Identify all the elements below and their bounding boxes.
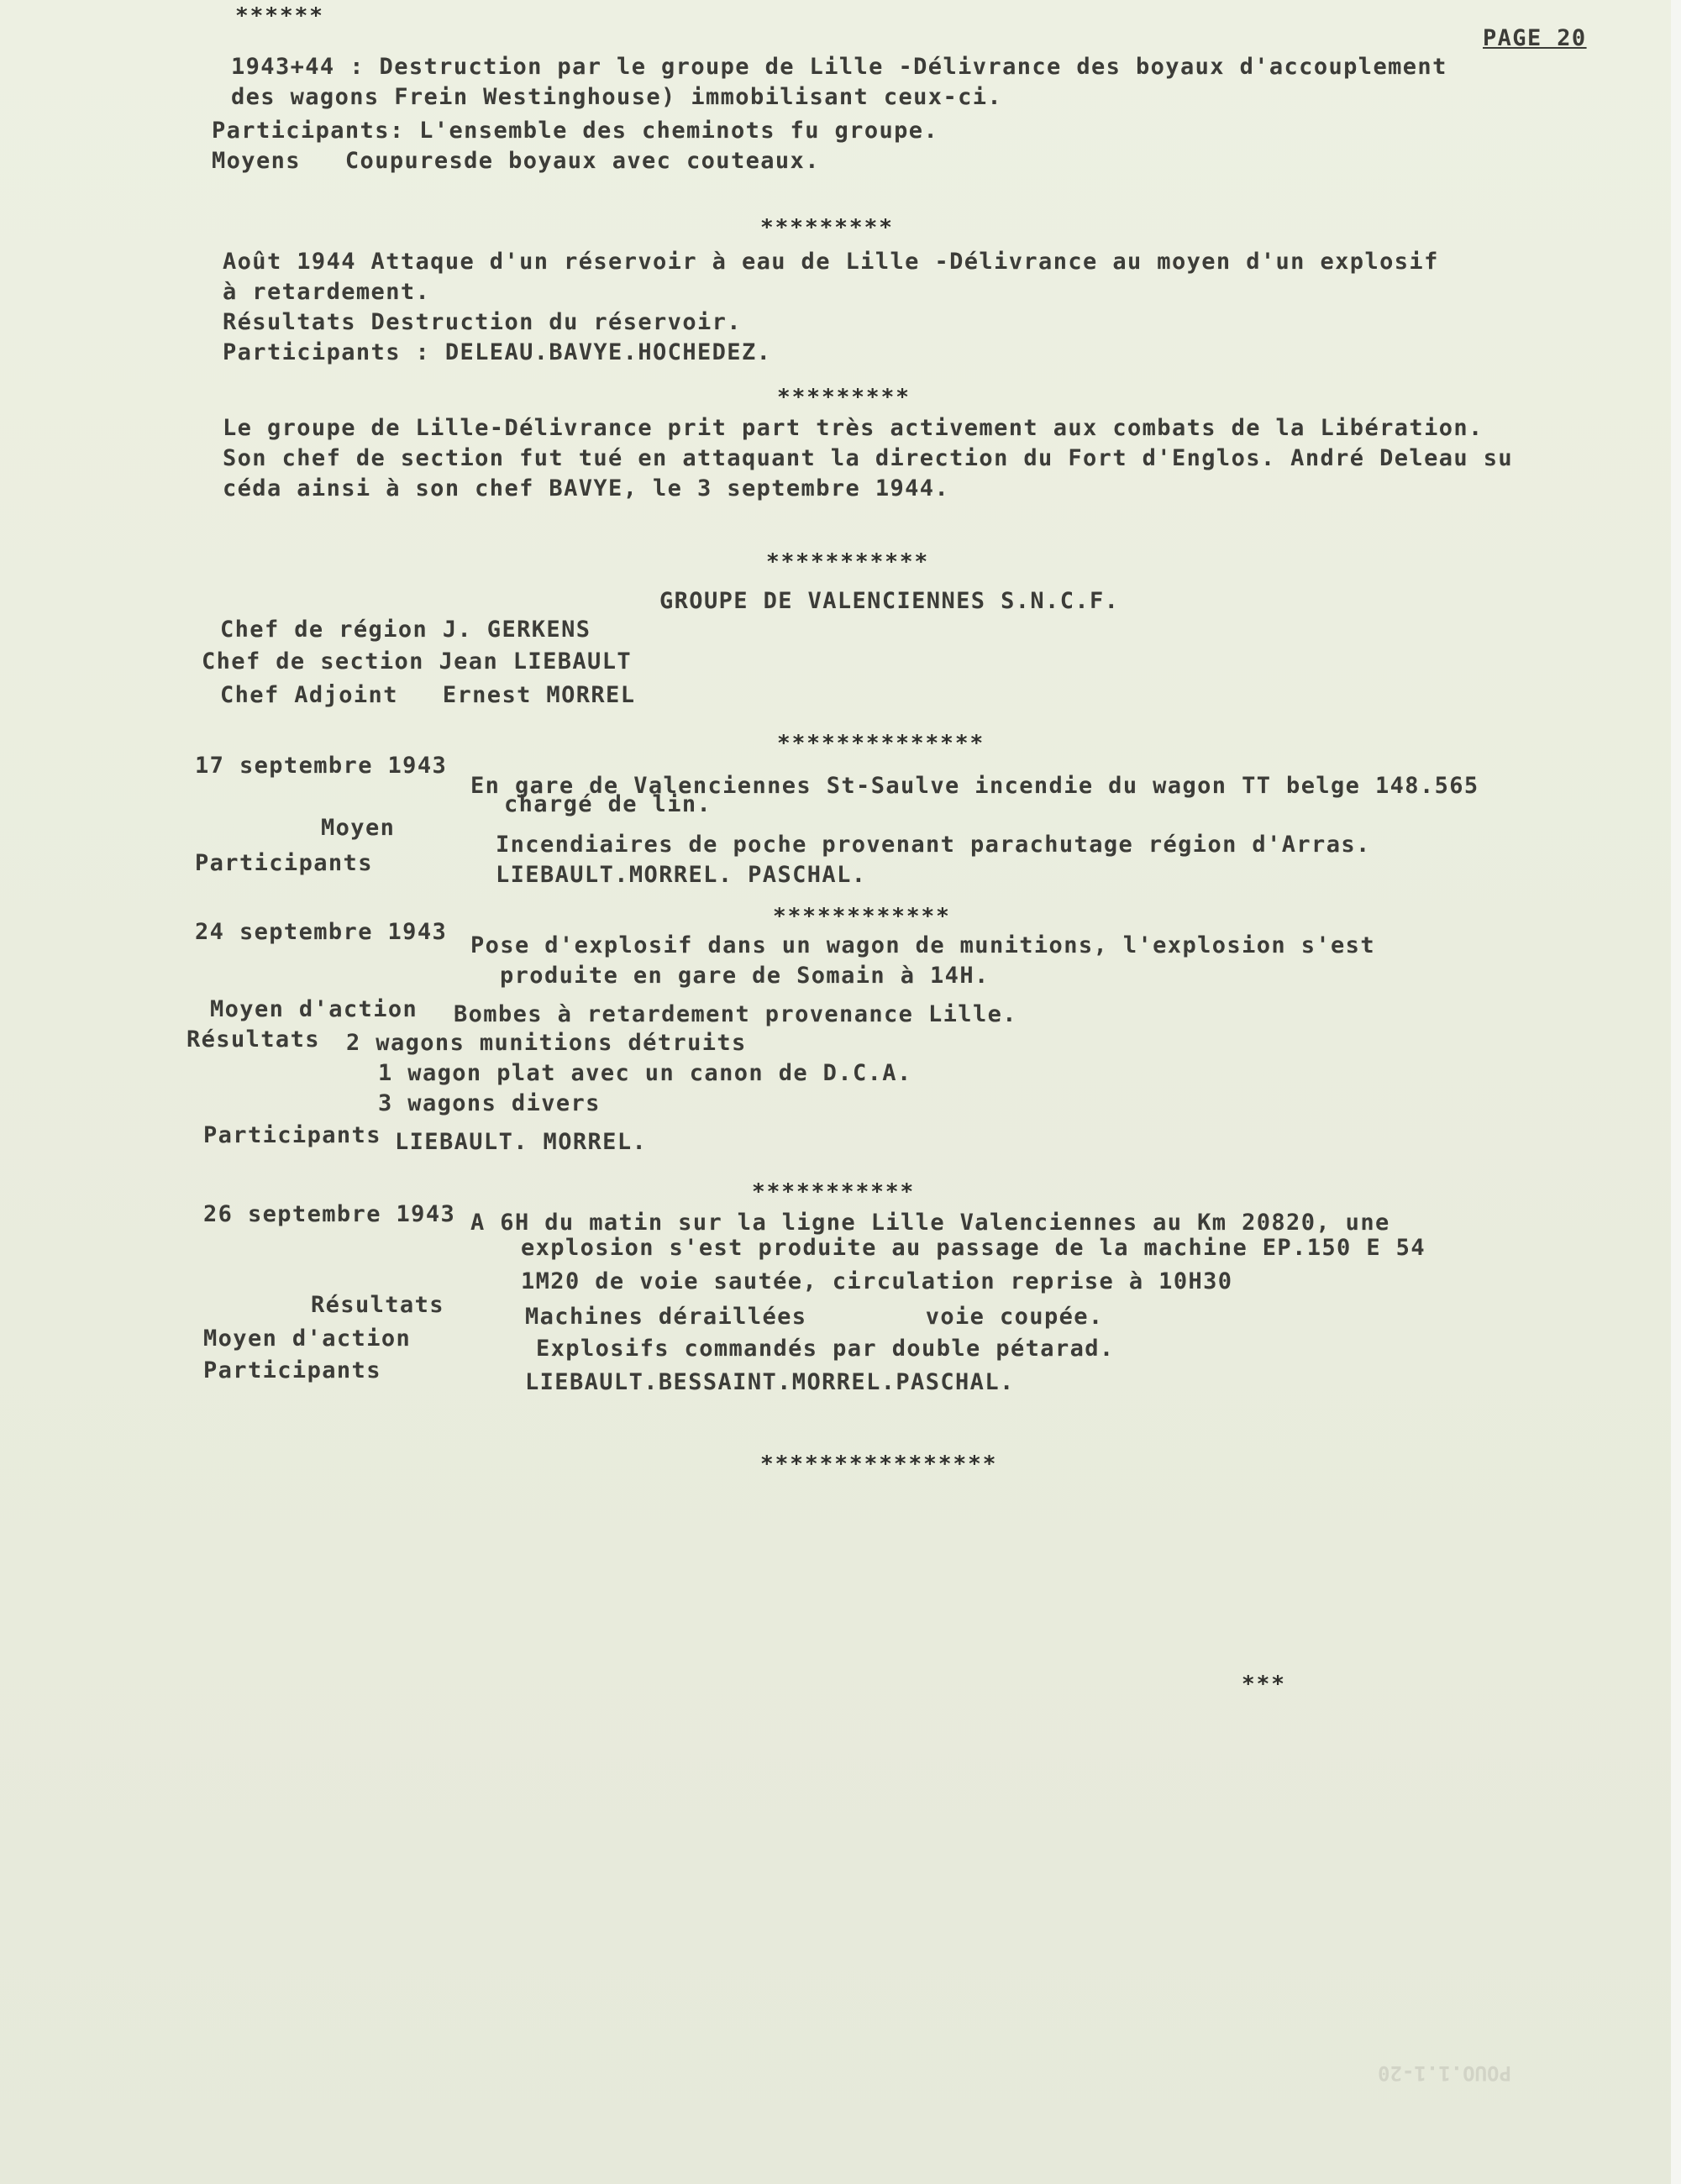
text-line: Août 1944 Attaque d'un réservoir à eau de Lille -Délivrance au moyen d'un explosif bbox=[223, 249, 1439, 275]
chef-section: Chef de section Jean LIEBAULT bbox=[202, 648, 633, 675]
text-line: Moyens Coupuresde boyaux avec couteaux. bbox=[212, 148, 820, 174]
resultats-label: Résultats bbox=[186, 1026, 320, 1053]
text-line: Résultats Destruction du réservoir. bbox=[223, 309, 742, 335]
event-text: En gare de Valenciennes St-Saulve incendie du wagon TT belge 148.565 bbox=[470, 773, 1479, 799]
end-mark: *** bbox=[1242, 1672, 1286, 1697]
separator: ********* bbox=[777, 385, 911, 410]
separator: *********** bbox=[766, 549, 930, 575]
event-date: 24 septembre 1943 bbox=[195, 919, 448, 945]
resultats-label: Résultats bbox=[311, 1292, 444, 1318]
participants-text: LIEBAULT.BESSAINT.MORREL.PASCHAL. bbox=[525, 1369, 1015, 1395]
chef-adjoint: Chef Adjoint Ernest MORREL bbox=[220, 682, 636, 708]
separator: ********* bbox=[760, 215, 894, 240]
moyen-label: Moyen d'action bbox=[210, 996, 418, 1022]
resultats-text: Machines déraillées voie coupée. bbox=[525, 1304, 1104, 1330]
event-date: 26 septembre 1943 bbox=[203, 1201, 456, 1227]
moyen-text: Incendiaires de poche provenant parachutage région d'Arras. bbox=[496, 832, 1371, 858]
event-text: A 6H du matin sur la ligne Lille Valenciennes au Km 20820, une bbox=[470, 1210, 1390, 1236]
participants-text: LIEBAULT.MORREL. PASCHAL. bbox=[496, 862, 867, 888]
moyen-text: Explosifs commandés par double pétarad. bbox=[536, 1336, 1115, 1362]
moyen-label: Moyen d'action bbox=[203, 1326, 412, 1352]
separator: *********** bbox=[752, 1179, 916, 1205]
text-line: Le groupe de Lille-Délivrance prit part très activement aux combats de la Libération. bbox=[223, 415, 1484, 441]
page-edge bbox=[1671, 0, 1681, 2184]
event-text: Pose d'explosif dans un wagon de munitions, l'explosion s'est bbox=[470, 932, 1375, 958]
participants-label: Participants bbox=[195, 850, 373, 876]
separator: **************** bbox=[760, 1452, 998, 1477]
separator: ************ bbox=[773, 904, 951, 929]
text-line: 1943+44 : Destruction par le groupe de Lille -Délivrance des boyaux d'accouplement bbox=[231, 54, 1447, 80]
event-text: explosion s'est produite au passage de la machine EP.150 E 54 bbox=[521, 1235, 1426, 1261]
chef-region: Chef de région J. GERKENS bbox=[220, 617, 591, 643]
text-line: à retardement. bbox=[223, 279, 431, 305]
top-marks: ****** bbox=[235, 3, 324, 29]
text-line: Participants : DELEAU.BAVYE.HOCHEDEZ. bbox=[223, 339, 772, 365]
text-line: céda ainsi à son chef BAVYE, le 3 septembre 1944. bbox=[223, 475, 950, 501]
event-text: chargé de lin. bbox=[504, 791, 712, 817]
event-text: 1M20 de voie sautée, circulation reprise à 10H30 bbox=[521, 1268, 1233, 1294]
text-line: des wagons Frein Westinghouse) immobilisant ceux-ci. bbox=[231, 84, 1003, 110]
event-date: 17 septembre 1943 bbox=[195, 753, 448, 779]
participants-label: Participants bbox=[203, 1357, 381, 1383]
participants-text: LIEBAULT. MORREL. bbox=[395, 1129, 648, 1155]
separator: ************** bbox=[777, 731, 985, 756]
bottom-code: POUO.1.1-20 bbox=[1378, 2061, 1511, 2085]
resultats-text: 1 wagon plat avec un canon de D.C.A. bbox=[378, 1060, 912, 1086]
moyen-text: Bombes à retardement provenance Lille. bbox=[454, 1001, 1017, 1027]
participants-label: Participants bbox=[203, 1122, 381, 1148]
event-text: produite en gare de Somain à 14H. bbox=[500, 963, 990, 989]
text-line: Son chef de section fut tué en attaquant la direction du Fort d'Englos. André Deleau su bbox=[223, 445, 1514, 471]
page-number: PAGE 20 bbox=[1483, 25, 1587, 51]
group-title: GROUPE DE VALENCIENNES S.N.C.F. bbox=[659, 588, 1120, 614]
moyen-label: Moyen bbox=[321, 815, 396, 841]
resultats-text: 2 wagons munitions détruits bbox=[346, 1030, 747, 1056]
text-line: Participants: L'ensemble des cheminots fu groupe. bbox=[212, 118, 939, 144]
resultats-text: 3 wagons divers bbox=[378, 1090, 601, 1116]
